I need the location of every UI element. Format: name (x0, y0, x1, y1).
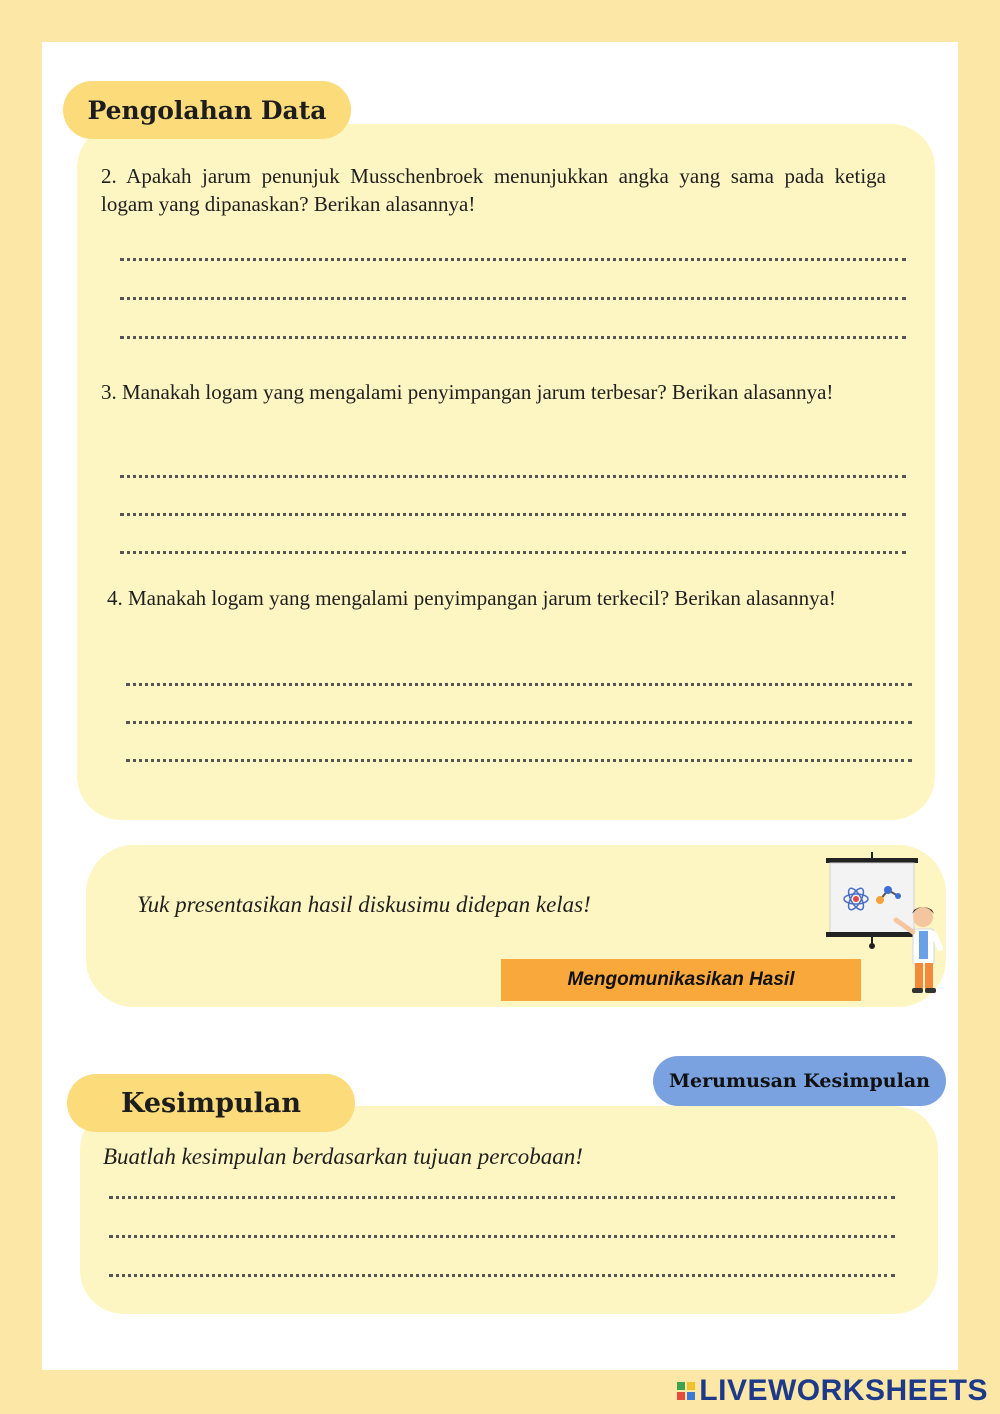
conclusion-prompt: Buatlah kesimpulan berdasarkan tujuan percobaan! (103, 1144, 583, 1169)
question-2: 2. Apakah jarum penunjuk Musschenbroek menunjukkan angka yang sama pada ketiga logam yang dipanaskan? Berikan alasannya! (101, 164, 886, 216)
section-title: Pengolahan Data (63, 81, 351, 139)
answer-field[interactable] (120, 513, 906, 516)
answer-field[interactable] (109, 1274, 895, 1277)
answer-field[interactable] (120, 336, 906, 339)
liveworksheets-logo-icon (677, 1382, 695, 1400)
answer-field[interactable] (120, 258, 906, 261)
communicate-results-label: Mengomunikasikan Hasil (501, 959, 861, 1001)
answer-field[interactable] (109, 1235, 895, 1238)
answer-field[interactable] (120, 551, 906, 554)
conclusion-title: Kesimpulan (67, 1074, 355, 1132)
answer-field[interactable] (120, 475, 906, 478)
data-processing-panel (77, 124, 935, 820)
formulate-conclusion-tag: Merumusan Kesimpulan (653, 1056, 946, 1106)
question-4: 4. Manakah logam yang mengalami penyimpangan jarum terkecil? Berikan alasannya! (107, 586, 836, 610)
answer-field[interactable] (126, 759, 912, 762)
teacher-presentation-icon (822, 852, 952, 1004)
question-3: 3. Manakah logam yang mengalami penyimpangan jarum terbesar? Berikan alasannya! (101, 380, 834, 404)
answer-field[interactable] (109, 1196, 895, 1199)
answer-field[interactable] (126, 683, 912, 686)
conclusion-panel (80, 1106, 938, 1314)
presentation-prompt: Yuk presentasikan hasil diskusimu didepan kelas! (137, 892, 591, 917)
answer-field[interactable] (120, 297, 906, 300)
liveworksheets-logo (677, 1374, 988, 1408)
answer-field[interactable] (126, 721, 912, 724)
liveworksheets-brand-text: LIVEWORKSHEETS (699, 1374, 988, 1407)
